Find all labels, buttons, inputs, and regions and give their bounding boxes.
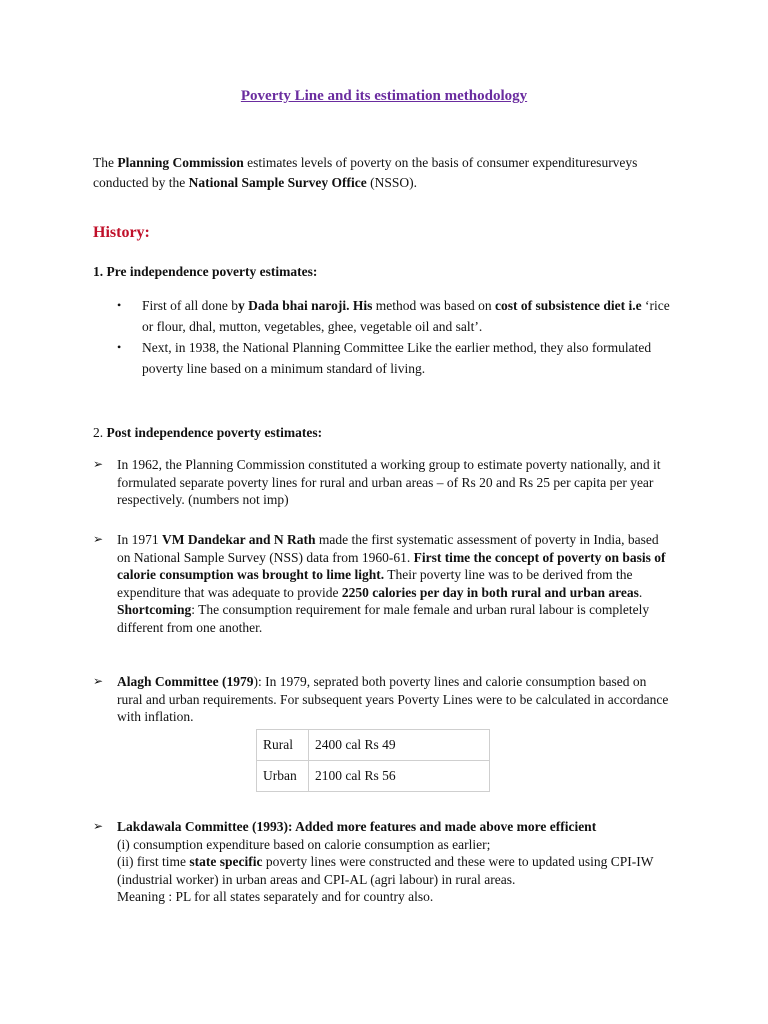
bullet-bold: cost of subsistence diet i.e	[495, 298, 642, 313]
arrow-bullet-icon: ➢	[93, 457, 104, 471]
calorie-table	[256, 729, 490, 792]
item-text: Meaning : PL for all states separately and for country also.	[117, 889, 434, 904]
item-text: .	[638, 584, 643, 600]
table-cell: Urban	[257, 761, 309, 792]
list-item	[93, 673, 673, 726]
history-heading: History:	[93, 224, 150, 241]
intro-text-2: estimates levels of poverty on the basis of consumer expendituresurveys conducted by the	[93, 155, 638, 190]
item-text: In 1971	[117, 532, 162, 547]
item-bold: 2250 calories per day in both rural and urban areas	[341, 584, 639, 600]
bullet-text: method was based on	[372, 298, 496, 313]
document-title: Poverty Line and its estimation methodology	[240, 88, 528, 104]
intro-text-3: (NSSO).	[366, 175, 417, 190]
planning-commission-bold: Planning Commission	[117, 155, 244, 170]
list-item	[117, 295, 677, 337]
item-text: ): In 1979, seprated both poverty lines and calorie consumption based on rural and urban requirements. For subsequent years Poverty Lines were to be calculated in accordance with inflation.	[117, 674, 669, 724]
item-bold: VM Dandekar and N Rath	[162, 532, 316, 547]
item-bold: Alagh Committee (1979	[117, 674, 254, 689]
table-row	[257, 761, 490, 792]
item-text: Their poverty line was to be derived from the expenditure that was adequate to provide	[117, 567, 633, 600]
item-bold: Lakdawala Committee (1993): Added more features and made above more efficient	[117, 819, 597, 834]
shortcoming-label: Shortcoming	[117, 602, 192, 617]
pre-independence-list	[117, 295, 677, 379]
list-item	[117, 337, 677, 379]
item-text: (ii) first time	[117, 854, 190, 869]
item-text: poverty lines were constructed and these were to updated using CPI-IW (industrial worker) in urban areas and CPI-AL (agri labour) in rural areas.	[117, 854, 654, 887]
list-item	[93, 531, 673, 636]
list-item	[93, 818, 673, 906]
item-text: : The consumption requirement for male female and urban rural labour is completely different from one another.	[117, 602, 650, 635]
table-cell: 2100 cal Rs 56	[309, 761, 490, 792]
item-text: (i) consumption expenditure based on calorie consumption as earlier;	[117, 836, 491, 852]
bullet-text: Next, in 1938, the National Planning Committee Like the earlier method, they also formulated poverty line based on a minimum standard of living.	[142, 340, 652, 376]
intro-paragraph	[93, 153, 693, 193]
arrow-bullet-icon: ➢	[93, 532, 104, 546]
arrow-bullet-icon: ➢	[93, 674, 104, 688]
nsso-bold: National Sample Survey Office	[188, 175, 367, 190]
item-text: made the first systematic assessment of poverty in India, based on National Sample Survey (NSS) data from 1960-61.	[117, 532, 659, 565]
list-item	[93, 456, 673, 509]
bullet-bold: y Dada bhai naroji. His	[238, 298, 373, 313]
heading-text: Post independence poverty estimates:	[106, 425, 323, 440]
table-cell: 2400 cal Rs 49	[309, 730, 490, 761]
bullet-text: ‘rice or flour, dhal, mutton, vegetables, ghee, vegetable oil and salt’.	[142, 298, 670, 334]
bullet-icon: •	[117, 340, 122, 354]
post-independence-heading	[93, 425, 322, 441]
heading-number: 2.	[93, 425, 107, 440]
item-text: In 1962, the Planning Commission constituted a working group to estimate poverty nationally, and it formulated separate poverty lines for rural and urban areas – of Rs 20 and Rs 25 per capita per year respectively. (numbers not imp)	[117, 457, 661, 507]
table-row	[257, 730, 490, 761]
arrow-bullet-icon: ➢	[93, 819, 104, 833]
item-bold: state specific	[189, 854, 263, 869]
bullet-icon: •	[117, 298, 122, 312]
item-bold: First time the concept of poverty on basis of calorie consumption was brought to lime light.	[117, 549, 666, 582]
pre-independence-heading: 1. Pre independence poverty estimates:	[93, 264, 318, 279]
table-cell: Rural	[257, 730, 309, 761]
bullet-text: First of all done b	[142, 298, 238, 313]
intro-text-1: The	[93, 155, 118, 170]
